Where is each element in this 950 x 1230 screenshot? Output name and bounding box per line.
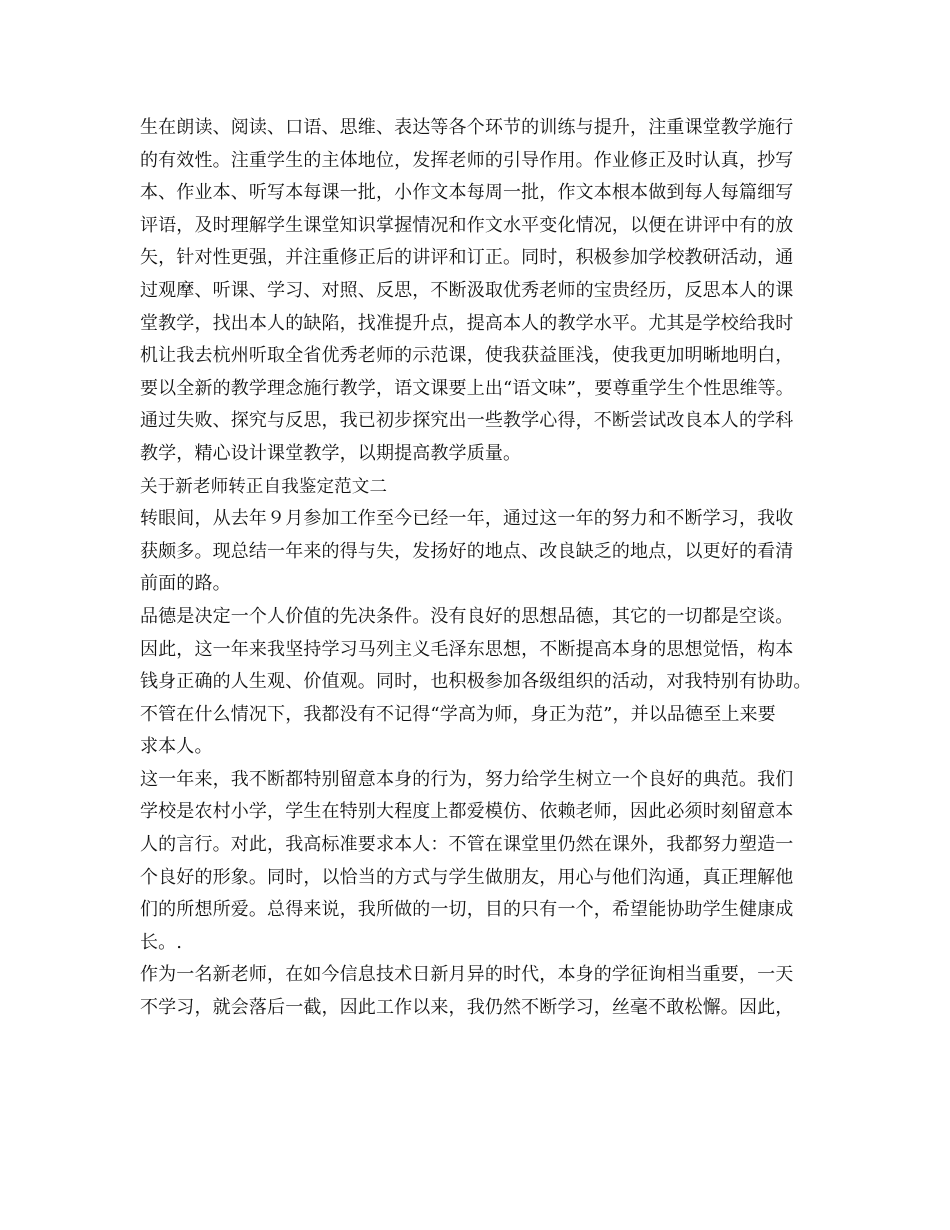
text-line: 长。. [140,931,183,953]
text-line: 学校是农村小学，学生在特别大程度上都爱模仿、依赖老师，因此必须时刻留意本 [140,801,794,823]
text-line: 钱身正确的人生观、价值观。同时，也积极参加各级组织的活动，对我特别有协助。 [140,671,812,693]
text-line: 堂教学，找出本人的缺陷，找准提升点，提高本人的教学水平。尤其是学校给我时 [140,312,794,334]
text-line: 本、作业本、听写本每课一批，小作文本每周一批，作文本根本做到每人每篇细写 [140,182,794,204]
text-line: 这一年来，我不断都特别留意本身的行为，努力给学生树立一个良好的典范。我们 [140,768,794,790]
text-line: 评语，及时理解学生课堂知识掌握情况和作文水平变化情况，以便在讲评中有的放 [140,214,794,236]
text-line: 作为一名新老师，在如今信息技术日新月异的时代，本身的学征询相当重要，一天 [140,964,794,986]
text-line: 品德是决定一个人价值的先决条件。没有良好的思想品德，其它的一切都是空谈。 [140,605,794,627]
text-line: 机让我去杭州听取全省优秀老师的示范课，使我获益匪浅，使我更加明晰地明白， [140,345,794,367]
text-line: 因此，这一年来我坚持学习马列主义毛泽东思想，不断提高本身的思想觉悟，构本 [140,638,794,660]
text-line: 要以全新的教学理念施行教学，语文课要上出“语文味”，要尊重学生个性思维等。 [140,377,794,399]
text-line: 通过失败、探究与反思，我已初步探究出一些教学心得，不断尝试改良本人的学科 [140,410,794,432]
text-line: 不管在什么情况下，我都没有不记得“学高为师，身正为范”，并以品德至上来要 [140,703,776,725]
section-heading: 关于新老师转正自我鉴定范文二 [140,476,388,497]
text-line: 求本人。 [140,736,213,758]
text-line: 生在朗读、阅读、口语、思维、表达等各个环节的训练与提升，注重课堂教学施行 [140,117,794,138]
text-line: 过观摩、听课、学习、对照、反思，不断汲取优秀老师的宝贵经历，反思本人的课 [140,279,794,301]
text-line: 不学习，就会落后一截，因此工作以来，我仍然不断学习，丝毫不敢松懈。因此， [140,997,794,1019]
text-line: 矢，针对性更强，并注重修正后的讲评和订正。同时，积极参加学校教研活动，通 [140,247,794,269]
text-line: 前面的路。 [140,573,231,595]
text-line: 个良好的形象。同时，以恰当的方式与学生做朋友，用心与他们沟通，真正理解他 [140,866,794,888]
text-line: 转眼间，从去年９月参加工作至今已经一年，通过这一年的努力和不断学习，我收 [140,508,794,530]
text-line: 的有效性。注重学生的主体地位，发挥老师的引导作用。作业修正及时认真，抄写 [140,149,794,171]
text-line: 们的所想所爱。总得来说，我所做的一切，目的只有一个，希望能协助学生健康成 [140,899,794,921]
text-line: 教学，精心设计课堂教学，以期提高教学质量。 [140,442,522,464]
text-line: 获颇多。现总结一年来的得与失，发扬好的地点、改良缺乏的地点，以更好的看清 [140,540,794,562]
text-line: 人的言行。对此，我高标准要求本人：不管在课堂里仍然在课外，我都努力塑造一 [140,834,794,856]
body-text [140,112,830,1025]
